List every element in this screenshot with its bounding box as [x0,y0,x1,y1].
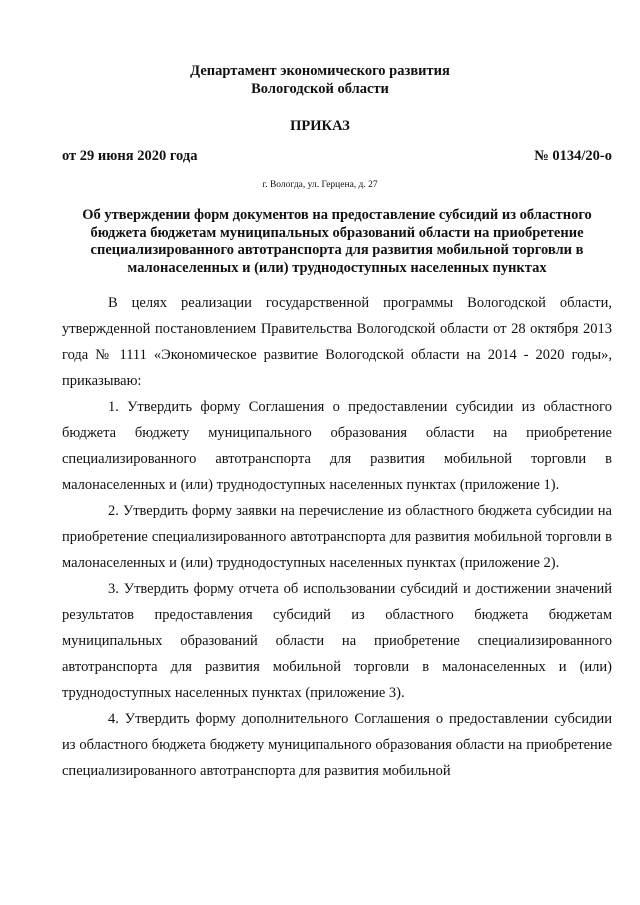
order-subject: Об утверждении форм документов на предоставление субсидий из областного бюджета бюджетам муниципальных образований области на приобретение специализированного автотранспорта для развития мобильной торговли в малонаселенных и (или) труднодоступных населенных пунктах [82,207,592,276]
clause-paragraph-4: 4. Утвердить форму дополнительного Соглашения о предоставлении субсидии из областного бюджета бюджету муниципального образования области на приобретение специализированного автотранспорта для развития мобильной [62,711,612,779]
department-heading [0,62,640,98]
order-number: № 0134/20-о [534,148,612,164]
preamble-paragraph: В целях реализации государственной программы Вологодской области, утвержденной постановлением Правительства Вологодской области от 28 октября 2013 года № 1111 «Экономическое развитие Вологодской области на 2014 - 2020 годы», приказываю: [62,295,612,389]
clause-paragraph-2: 2. Утвердить форму заявки на перечисление из областного бюджета субсидии на приобретение специализированного автотранспорта для развития мобильной торговли в малонаселенных и (или) труднодоступных населенных пунктах (приложение 2). [62,503,612,571]
clause-paragraph-3: 3. Утвердить форму отчета об использовании субсидий и достижении значений результатов предоставления субсидий из областного бюджета бюджетам муниципальных образований области на приобретение специализированного автотранспорта для развития мобильной торговли в малонаселенных и (или) труднодоступных населенных пунктах (приложение 3). [62,581,612,701]
issuing-address: г. Вологда, ул. Герцена, д. 27 [262,180,378,190]
order-date: от 29 июня 2020 года [62,148,198,164]
clause-paragraph-1: 1. Утвердить форму Соглашения о предоставлении субсидии из областного бюджета бюджету муниципального образования области на приобретение специализированного автотранспорта для развития мобильной торговли в малонаселенных и (или) труднодоступных населенных пунктах (приложение 1). [62,399,612,493]
order-body [62,290,612,784]
department-name-line2: Вологодской области [251,81,389,97]
department-name-line1: Департамент экономического развития [190,63,450,79]
order-title: ПРИКАЗ [290,118,350,134]
